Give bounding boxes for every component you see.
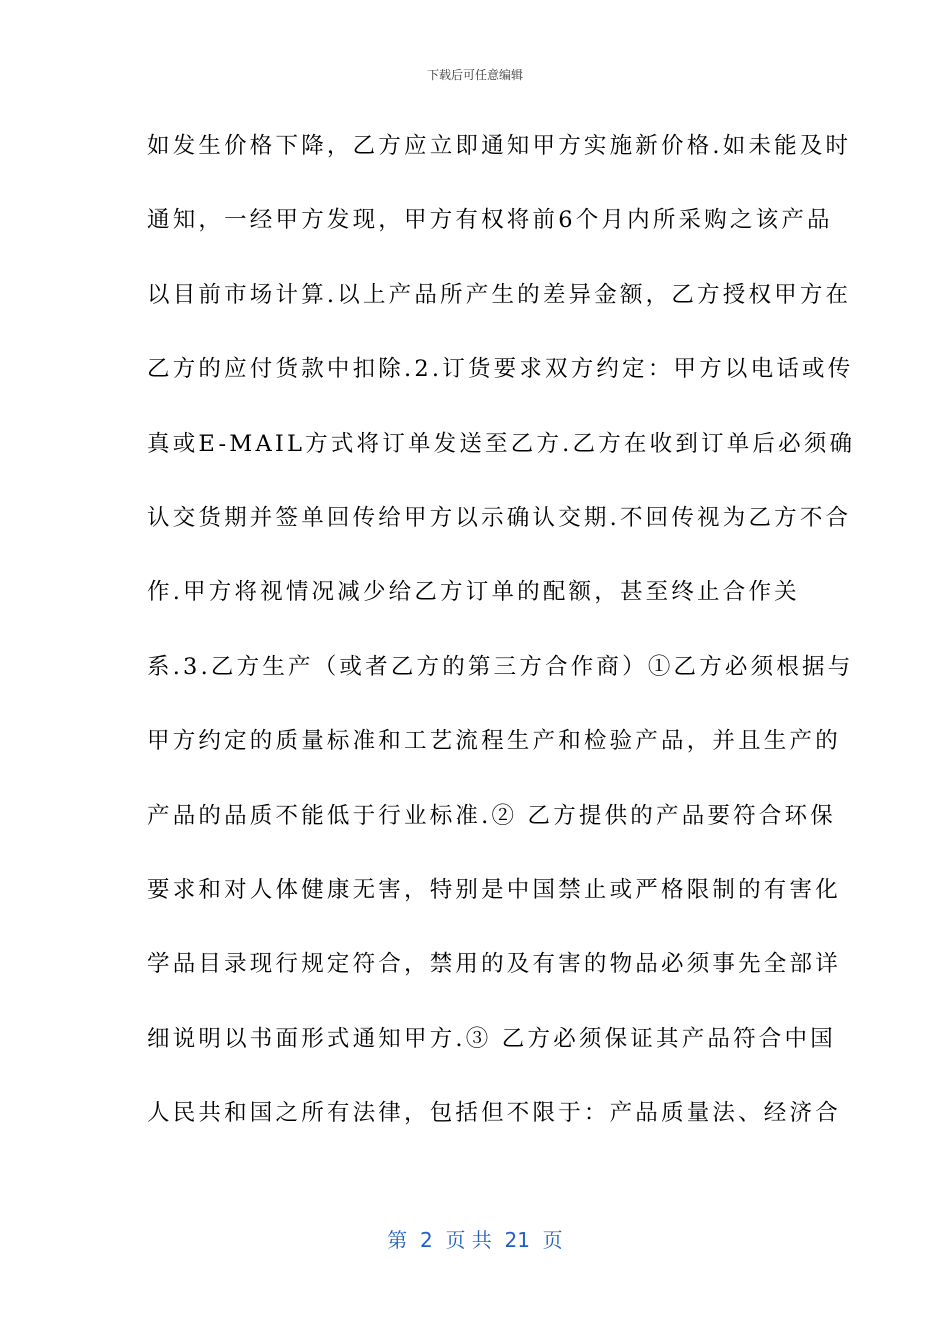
text-line: 作.甲方将视情况减少给乙方订单的配额，甚至终止合作关 [147,579,800,606]
text-line: 甲方约定的质量标准和工艺流程生产和检验产品，并且生产的 [147,728,841,755]
text-line: 以目前市场计算.以上产品所产生的差异金额，乙方授权甲方在 [147,281,852,308]
text-line: 认交货期并签单回传给甲方以示确认交期.不回传视为乙方不合 [147,504,852,531]
text-line: 真或E-MAIL方式将订单发送至乙方.乙方在收到订单后必须确 [147,430,856,457]
text-line: 细说明以书面形式通知甲方.③ 乙方必须保证其产品符合中国 [147,1025,836,1052]
text-line: 系.3.乙方生产（或者乙方的第三方合作商）①乙方必须根据与 [147,653,854,680]
page-header: 下载后可任意编辑 [426,68,523,82]
text-line: 产品的品质不能低于行业标准.② 乙方提供的产品要符合环保 [147,802,836,829]
body-text [147,124,856,1165]
text-line: 如发生价格下降，乙方应立即通知甲方实施新价格.如未能及时 [147,133,852,159]
page-number-footer: 第 2 页 共 21 页 [387,1228,563,1252]
text-line: 人民共和国之所有法律，包括但不限于：产品质量法、经济合 [147,1100,841,1127]
text-line: 学品目录现行规定符合，禁用的及有害的物品必须事先全部详 [147,951,841,978]
text-line: 通知，一经甲方发现，甲方有权将前6个月内所采购之该产品 [147,207,833,234]
text-line: 要求和对人体健康无害，特别是中国禁止或严格限制的有害化 [147,876,841,903]
text-line: 乙方的应付货款中扣除.2.订货要求双方约定：甲方以电话或传 [147,356,854,383]
